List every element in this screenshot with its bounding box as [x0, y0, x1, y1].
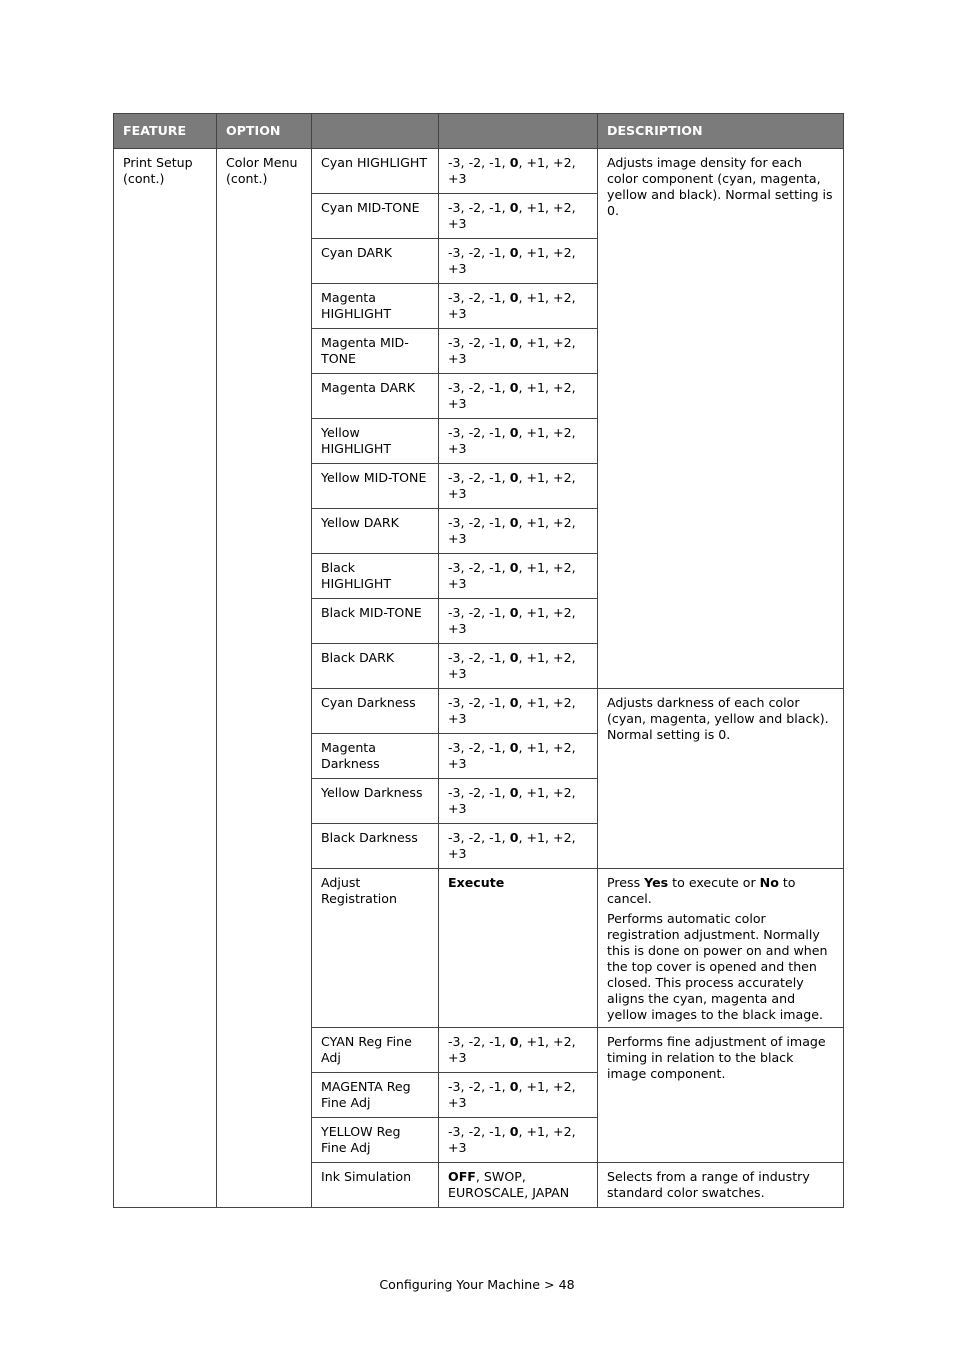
description-cell — [598, 1028, 844, 1163]
header-setting — [312, 114, 439, 149]
value-text: , +1, +2, +3 — [448, 605, 576, 636]
value-text: , +1, +2, +3 — [448, 785, 576, 816]
setting-values-cell — [439, 1163, 598, 1208]
setting-values-cell — [439, 149, 598, 194]
value-text: , +1, +2, +3 — [448, 695, 576, 726]
setting-name-cell: Cyan MID-TONE — [312, 194, 439, 239]
value-text: , +1, +2, +3 — [448, 380, 576, 411]
setting-values-cell — [439, 1028, 598, 1073]
value-text: , +1, +2, +3 — [448, 830, 576, 861]
value-text: -3, -2, -1, — [448, 560, 510, 575]
description-text: Performs fine adjustment of image timing in relation to the black image component. — [607, 1034, 826, 1081]
setting-name-cell: Ink Simulation — [312, 1163, 439, 1208]
value-text: , +1, +2, +3 — [448, 1034, 576, 1065]
value-text: , +1, +2, +3 — [448, 290, 576, 321]
description-cell — [598, 1163, 844, 1208]
value-text: , +1, +2, +3 — [448, 200, 576, 231]
value-text: -3, -2, -1, — [448, 740, 510, 755]
value-text: -3, -2, -1, — [448, 155, 510, 170]
value-text: , +1, +2, +3 — [448, 470, 576, 501]
settings-table — [113, 113, 844, 1208]
default-value: 0 — [509, 605, 519, 620]
header-value — [439, 114, 598, 149]
default-value: 0 — [509, 650, 519, 665]
description-text: Selects from a range of industry standard color swatches. — [607, 1169, 810, 1200]
default-value: 0 — [509, 515, 519, 530]
setting-values-cell — [439, 599, 598, 644]
table-body — [114, 149, 844, 1208]
description-paragraph — [607, 911, 834, 1023]
value-text: -3, -2, -1, — [448, 290, 510, 305]
default-value: 0 — [509, 200, 519, 215]
setting-name-cell: Black Darkness — [312, 824, 439, 869]
setting-values-cell — [439, 869, 598, 1028]
default-value: Execute — [448, 875, 505, 890]
setting-values-cell — [439, 509, 598, 554]
default-value: 0 — [509, 335, 519, 350]
setting-name-cell: Cyan DARK — [312, 239, 439, 284]
setting-name-cell: Magenta MID-TONE — [312, 329, 439, 374]
setting-values-cell — [439, 734, 598, 779]
setting-values-cell — [439, 1073, 598, 1118]
description-cell — [598, 149, 844, 689]
value-text: -3, -2, -1, — [448, 650, 510, 665]
description-cell — [598, 869, 844, 1028]
description-paragraph — [607, 155, 834, 219]
value-text: -3, -2, -1, — [448, 200, 510, 215]
setting-values-cell — [439, 554, 598, 599]
setting-values-cell — [439, 419, 598, 464]
value-text: , +1, +2, +3 — [448, 1079, 576, 1110]
setting-values-cell — [439, 464, 598, 509]
feature-cell: Print Setup (cont.) — [114, 149, 217, 1208]
option-cell: Color Menu (cont.) — [217, 149, 312, 1208]
description-paragraph — [607, 1034, 834, 1082]
setting-name-cell: Magenta HIGHLIGHT — [312, 284, 439, 329]
default-value: 0 — [509, 425, 519, 440]
setting-values-cell — [439, 824, 598, 869]
table-header-row — [114, 114, 844, 149]
setting-name-cell: MAGENTA Reg Fine Adj — [312, 1073, 439, 1118]
description-paragraph — [607, 695, 834, 743]
value-text: -3, -2, -1, — [448, 1034, 510, 1049]
description-paragraph — [607, 875, 834, 907]
default-value: 0 — [509, 1034, 519, 1049]
description-text: to cancel. — [607, 875, 796, 906]
setting-name-cell: Yellow HIGHLIGHT — [312, 419, 439, 464]
value-text: -3, -2, -1, — [448, 470, 510, 485]
value-text: -3, -2, -1, — [448, 515, 510, 530]
value-text: , +1, +2, +3 — [448, 560, 576, 591]
setting-values-cell — [439, 689, 598, 734]
default-value: 0 — [509, 245, 519, 260]
default-value: 0 — [509, 290, 519, 305]
setting-values-cell — [439, 194, 598, 239]
setting-name-cell: Yellow DARK — [312, 509, 439, 554]
header-feature: FEATURE — [114, 114, 217, 149]
value-text: -3, -2, -1, — [448, 695, 510, 710]
value-text: , +1, +2, +3 — [448, 155, 576, 186]
setting-values-cell — [439, 644, 598, 689]
value-text: -3, -2, -1, — [448, 1079, 510, 1094]
default-value: 0 — [509, 695, 519, 710]
value-text: -3, -2, -1, — [448, 425, 510, 440]
value-text: , +1, +2, +3 — [448, 740, 576, 771]
setting-name-cell: Yellow MID-TONE — [312, 464, 439, 509]
value-text: -3, -2, -1, — [448, 605, 510, 620]
header-option: OPTION — [217, 114, 312, 149]
value-text: -3, -2, -1, — [448, 830, 510, 845]
value-text: -3, -2, -1, — [448, 380, 510, 395]
value-text: -3, -2, -1, — [448, 1124, 510, 1139]
table-row — [114, 149, 844, 194]
setting-name-cell: YELLOW Reg Fine Adj — [312, 1118, 439, 1163]
default-value: 0 — [509, 380, 519, 395]
value-text: -3, -2, -1, — [448, 245, 510, 260]
description-text: Performs automatic color registration adjustment. Normally this is done on power on and when the top cover is opened and then closed. This process accurately aligns the cyan, magenta and yellow images to the black image. — [607, 911, 828, 1022]
setting-values-cell — [439, 374, 598, 419]
default-value: OFF — [448, 1169, 476, 1184]
value-text: , +1, +2, +3 — [448, 1124, 576, 1155]
value-text: , +1, +2, +3 — [448, 335, 576, 366]
setting-name-cell: Black MID-TONE — [312, 599, 439, 644]
value-text: -3, -2, -1, — [448, 785, 510, 800]
setting-name-cell: Cyan Darkness — [312, 689, 439, 734]
setting-values-cell — [439, 239, 598, 284]
value-text: , +1, +2, +3 — [448, 425, 576, 456]
value-text: , SWOP, EUROSCALE, JAPAN — [448, 1169, 570, 1200]
setting-name-cell: CYAN Reg Fine Adj — [312, 1028, 439, 1073]
setting-name-cell: Magenta DARK — [312, 374, 439, 419]
description-emphasis: Yes — [644, 875, 669, 890]
default-value: 0 — [509, 470, 519, 485]
value-text: , +1, +2, +3 — [448, 245, 576, 276]
header-description: DESCRIPTION — [598, 114, 844, 149]
default-value: 0 — [509, 1079, 519, 1094]
description-text: to execute or — [668, 875, 760, 890]
default-value: 0 — [509, 1124, 519, 1139]
setting-values-cell — [439, 329, 598, 374]
default-value: 0 — [509, 740, 519, 755]
default-value: 0 — [509, 830, 519, 845]
setting-name-cell: Adjust Registration — [312, 869, 439, 1028]
default-value: 0 — [509, 785, 519, 800]
value-text: , +1, +2, +3 — [448, 515, 576, 546]
setting-name-cell: Magenta Darkness — [312, 734, 439, 779]
setting-values-cell — [439, 284, 598, 329]
default-value: 0 — [509, 560, 519, 575]
description-emphasis: No — [759, 875, 779, 890]
description-text: Adjusts darkness of each color (cyan, magenta, yellow and black). Normal setting is 0. — [607, 695, 829, 742]
setting-values-cell — [439, 779, 598, 824]
setting-name-cell: Black HIGHLIGHT — [312, 554, 439, 599]
description-paragraph — [607, 1169, 834, 1201]
page-footer: Configuring Your Machine > 48 — [379, 1277, 575, 1292]
description-cell — [598, 689, 844, 869]
description-text: Press — [607, 875, 645, 890]
description-text: Adjusts image density for each color component (cyan, magenta, yellow and black). Normal setting is 0. — [607, 155, 833, 218]
setting-values-cell — [439, 1118, 598, 1163]
setting-name-cell: Yellow Darkness — [312, 779, 439, 824]
default-value: 0 — [509, 155, 519, 170]
value-text: -3, -2, -1, — [448, 335, 510, 350]
value-text: , +1, +2, +3 — [448, 650, 576, 681]
setting-name-cell: Cyan HIGHLIGHT — [312, 149, 439, 194]
setting-name-cell: Black DARK — [312, 644, 439, 689]
